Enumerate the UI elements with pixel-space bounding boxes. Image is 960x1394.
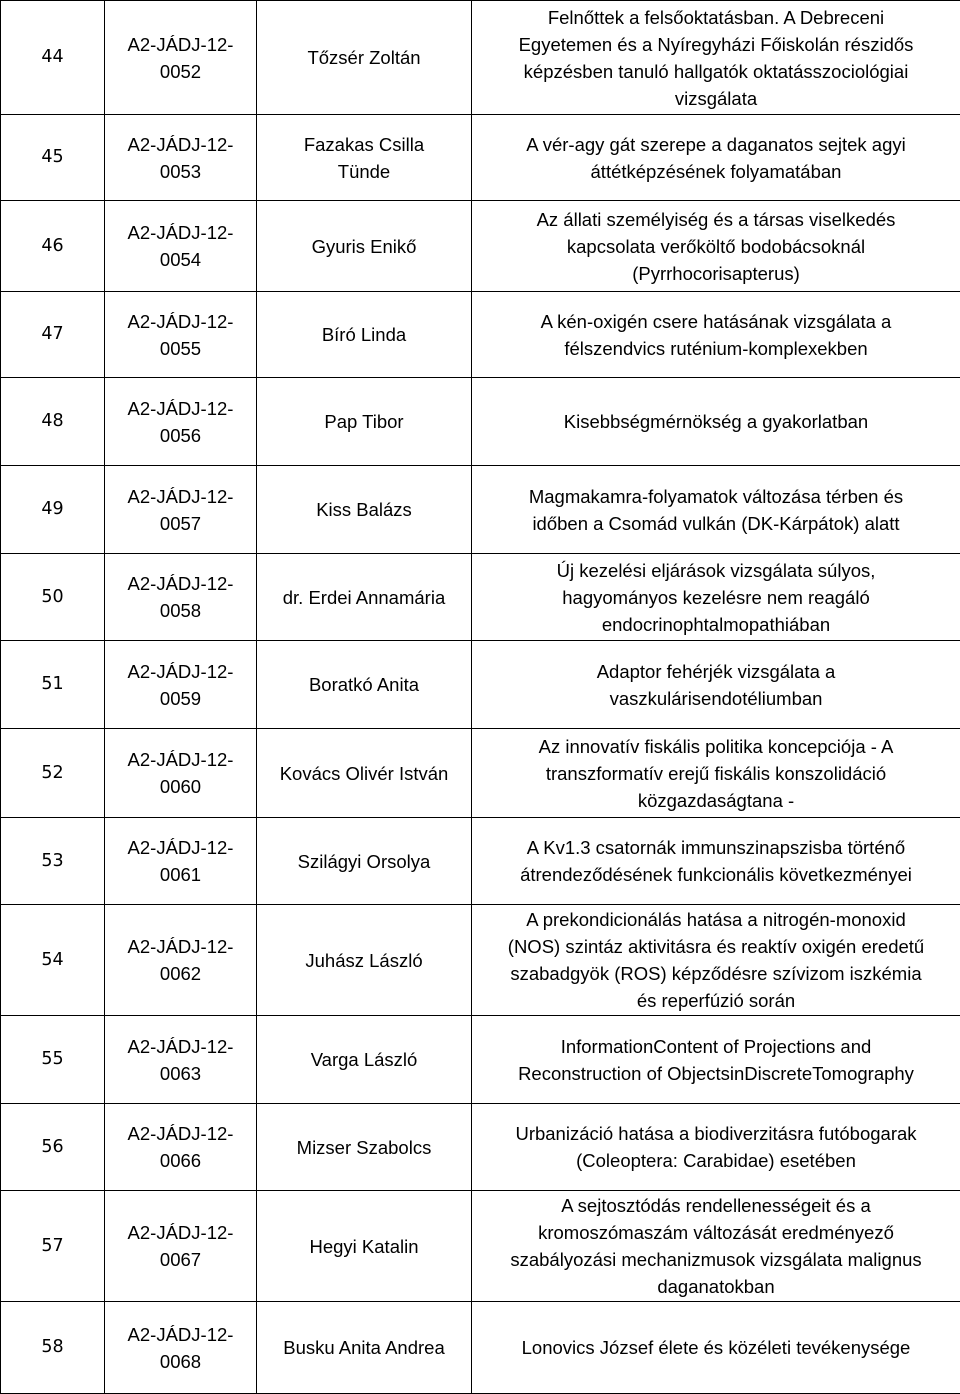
applicant-name: Gyuris Enikő <box>257 201 472 292</box>
applicant-name: Hegyi Katalin <box>257 1191 472 1302</box>
row-number: 49 <box>1 466 105 554</box>
application-code: A2-JÁDJ-12- 0056 <box>105 378 257 466</box>
research-title: A vér-agy gát szerepe a daganatos sejtek agyi áttétképzésének folyamatában <box>472 115 960 201</box>
applicant-name: dr. Erdei Annamária <box>257 554 472 641</box>
research-title: Az állati személyiség és a társas viselkedés kapcsolata verőköltő bodobácsoknál (Pyrrhocorisapterus) <box>472 201 960 292</box>
row-number: 44 <box>1 1 105 115</box>
research-title: A sejtosztódás rendellenességeit és a kromoszómaszám változását eredményező szabályozási mechanizmusok vizsgálata malignus daganatokban <box>472 1191 960 1302</box>
research-title: Új kezelési eljárások vizsgálata súlyos, hagyományos kezelésre nem reagáló endocrinophtalmopathiában <box>472 554 960 641</box>
application-code: A2-JÁDJ-12- 0061 <box>105 818 257 905</box>
research-title: Lonovics József élete és közéleti tevékenysége <box>472 1302 960 1394</box>
applicant-name: Szilágyi Orsolya <box>257 818 472 905</box>
research-title: Magmakamra-folyamatok változása térben és időben a Csomád vulkán (DK-Kárpátok) alatt <box>472 466 960 554</box>
application-code: A2-JÁDJ-12- 0055 <box>105 292 257 378</box>
table-row <box>1 378 960 466</box>
research-title: InformationContent of Projections and Reconstruction of ObjectsinDiscreteTomography <box>472 1016 960 1104</box>
application-code: A2-JÁDJ-12- 0052 <box>105 1 257 115</box>
research-title: Felnőttek a felsőoktatásban. A Debreceni Egyetemen és a Nyíregyházi Főiskolán részidős képzésben tanuló hallgatók oktatásszociológiai vizsgálata <box>472 1 960 115</box>
applicant-name: Varga László <box>257 1016 472 1104</box>
row-number: 54 <box>1 905 105 1016</box>
table-row <box>1 554 960 641</box>
application-code: A2-JÁDJ-12- 0054 <box>105 201 257 292</box>
research-title: A prekondicionálás hatása a nitrogén-monoxid (NOS) szintáz aktivitásra és reaktív oxigén eredetű szabadgyök (ROS) képződésre szívizom iszkémia és reperfúzió során <box>472 905 960 1016</box>
application-code: A2-JÁDJ-12- 0058 <box>105 554 257 641</box>
applicant-name: Boratkó Anita <box>257 641 472 729</box>
application-code: A2-JÁDJ-12- 0057 <box>105 466 257 554</box>
table-row <box>1 466 960 554</box>
research-title: A Kv1.3 csatornák immunszinapszisba történő átrendeződésének funkcionális következményei <box>472 818 960 905</box>
row-number: 53 <box>1 818 105 905</box>
table-row <box>1 641 960 729</box>
row-number: 51 <box>1 641 105 729</box>
row-number: 45 <box>1 115 105 201</box>
application-code: A2-JÁDJ-12- 0060 <box>105 729 257 818</box>
applicant-name: Juhász László <box>257 905 472 1016</box>
table-row <box>1 1191 960 1302</box>
applicant-name: Kiss Balázs <box>257 466 472 554</box>
application-code: A2-JÁDJ-12- 0068 <box>105 1302 257 1394</box>
row-number: 52 <box>1 729 105 818</box>
research-title: Az innovatív fiskális politika koncepciója - A transzformatív erejű fiskális konszolidáció közgazdaságtana - <box>472 729 960 818</box>
table-row <box>1 201 960 292</box>
row-number: 58 <box>1 1302 105 1394</box>
table-row <box>1 1016 960 1104</box>
application-code: A2-JÁDJ-12- 0066 <box>105 1104 257 1191</box>
row-number: 50 <box>1 554 105 641</box>
row-number: 56 <box>1 1104 105 1191</box>
row-number: 47 <box>1 292 105 378</box>
row-number: 46 <box>1 201 105 292</box>
application-code: A2-JÁDJ-12- 0062 <box>105 905 257 1016</box>
research-title: Kisebbségmérnökség a gyakorlatban <box>472 378 960 466</box>
research-title: Urbanizáció hatása a biodiverzitásra futóbogarak (Coleoptera: Carabidae) esetében <box>472 1104 960 1191</box>
table-row <box>1 1 960 115</box>
applicant-name: Pap Tibor <box>257 378 472 466</box>
table-row <box>1 1302 960 1394</box>
row-number: 55 <box>1 1016 105 1104</box>
applicant-name: Mizser Szabolcs <box>257 1104 472 1191</box>
table-row <box>1 905 960 1016</box>
research-title: A kén-oxigén csere hatásának vizsgálata a félszendvics ruténium-komplexekben <box>472 292 960 378</box>
table-row <box>1 292 960 378</box>
applicant-name: Busku Anita Andrea <box>257 1302 472 1394</box>
application-code: A2-JÁDJ-12- 0053 <box>105 115 257 201</box>
table-row <box>1 115 960 201</box>
application-code: A2-JÁDJ-12- 0063 <box>105 1016 257 1104</box>
row-number: 57 <box>1 1191 105 1302</box>
application-code: A2-JÁDJ-12- 0059 <box>105 641 257 729</box>
applicant-name: Kovács Olivér István <box>257 729 472 818</box>
table-body <box>1 1 960 1394</box>
table-row <box>1 818 960 905</box>
applicant-name: Fazakas Csilla Tünde <box>257 115 472 201</box>
applicant-name: Bíró Linda <box>257 292 472 378</box>
row-number: 48 <box>1 378 105 466</box>
table-row <box>1 729 960 818</box>
applicant-name: Tőzsér Zoltán <box>257 1 472 115</box>
research-title: Adaptor fehérjék vizsgálata a vaszkulárisendotéliumban <box>472 641 960 729</box>
table-row <box>1 1104 960 1191</box>
application-code: A2-JÁDJ-12- 0067 <box>105 1191 257 1302</box>
